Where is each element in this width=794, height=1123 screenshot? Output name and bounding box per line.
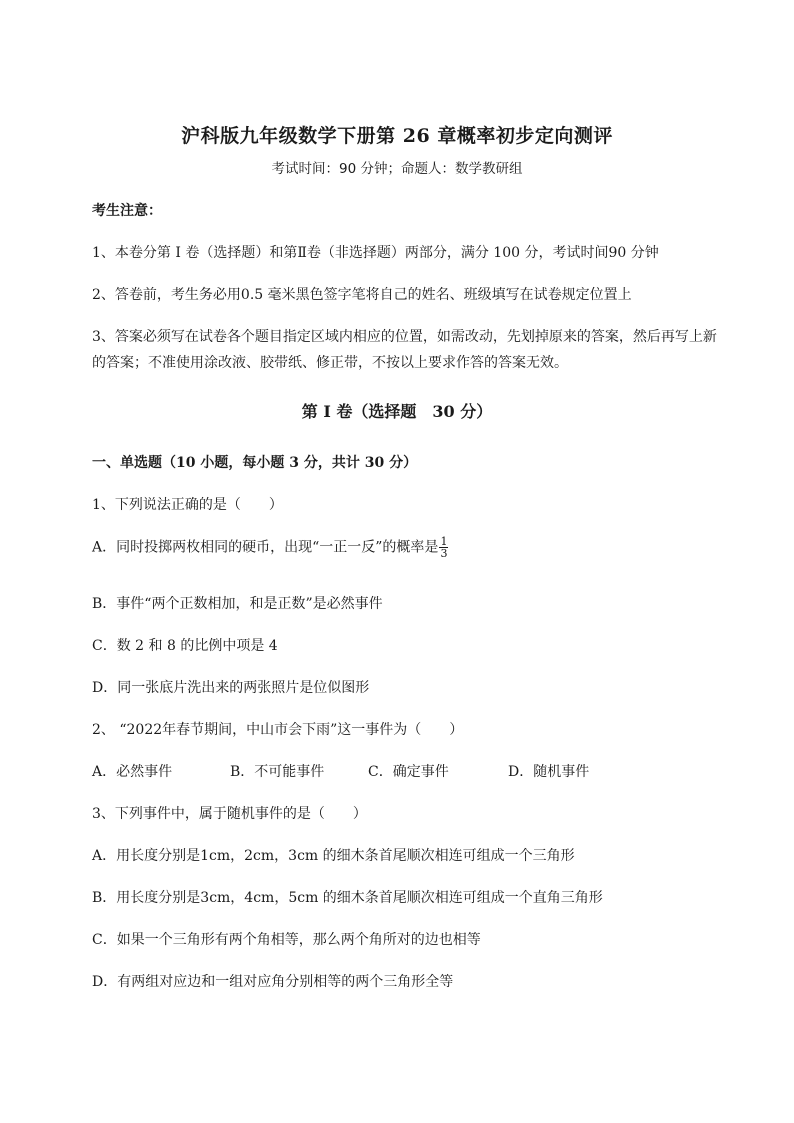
notice-item-2: 2、答卷前，考生务必用0.5 毫米黑色签字笔将自己的姓名、班级填写在试卷规定位置上 — [92, 287, 632, 303]
fraction-denominator: 3 — [440, 547, 448, 560]
part-heading: 一、单选题（10 小题，每小题 3 分，共计 30 分） — [92, 455, 418, 471]
question-2-option-c: C．确定事件 — [368, 764, 449, 780]
question-3-option-a: A．用长度分别是1cm，2cm，3cm 的细木条首尾顺次相连可组成一个三角形 — [92, 848, 575, 864]
question-1-option-b: B．事件“两个正数相加，和是正数”是必然事件 — [92, 596, 383, 612]
question-2-option-a: A．必然事件 — [92, 764, 173, 780]
question-1-option-c: C．数 2 和 8 的比例中项是 4 — [92, 638, 278, 654]
question-3-option-c: C．如果一个三角形有两个角相等，那么两个角所对的边也相等 — [92, 932, 481, 948]
question-1-option-a — [92, 536, 448, 559]
question-1-option-d: D．同一张底片洗出来的两张照片是位似图形 — [92, 680, 370, 696]
question-3-option-d: D．有两组对应边和一组对应角分别相等的两个三角形全等 — [92, 974, 454, 990]
question-3-stem: 3、下列事件中，属于随机事件的是（ ） — [92, 806, 367, 822]
exam-subtitle: 考试时间：90 分钟；命题人：数学教研组 — [271, 161, 523, 177]
question-3-option-b: B．用长度分别是3cm，4cm，5cm 的细木条首尾顺次相连可组成一个直角三角形 — [92, 890, 603, 906]
notice-item-3: 3、答案必须写在试卷各个题目指定区域内相应的位置，如需改动，先划掉原来的答案，然后再写上新 — [92, 329, 717, 345]
notice-heading: 考生注意： — [92, 203, 162, 219]
question-2-option-d: D．随机事件 — [508, 764, 590, 780]
question-1-stem: 1、下列说法正确的是（ ） — [92, 497, 283, 513]
exam-title: 沪科版九年级数学下册第 26 章概率初步定向测评 — [181, 125, 613, 147]
fraction-one-third — [439, 536, 448, 559]
option-a-text: A．同时投掷两枚相同的硬币，出现“一正一反”的概率是 — [92, 539, 439, 556]
notice-item-3-cont: 的答案；不准使用涂改液、胶带纸、修正带，不按以上要求作答的答案无效。 — [92, 355, 568, 371]
notice-item-1: 1、本卷分第 I 卷（选择题）和第Ⅱ卷（非选择题）两部分，满分 100 分，考试时间90 分钟 — [92, 245, 659, 261]
section-title: 第 I 卷（选择题 30 分） — [301, 402, 493, 421]
question-2-option-b: B．不可能事件 — [230, 764, 325, 780]
fraction-numerator: 1 — [440, 535, 448, 548]
question-2-stem: 2、 “2022年春节期间，中山市会下雨”这一事件为（ ） — [92, 722, 464, 738]
